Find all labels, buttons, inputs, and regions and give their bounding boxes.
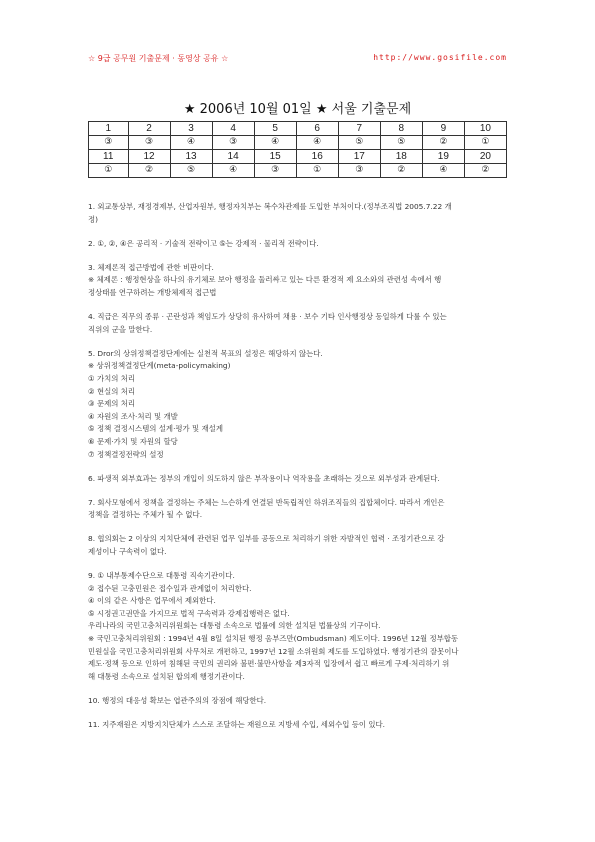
question-number-cell: 5 xyxy=(254,122,296,136)
header-left-text: ☆ 9급 공무원 기출문제 · 동영상 공유 ☆ xyxy=(88,54,229,63)
explanation-line: ② 현실의 처리 xyxy=(88,386,136,396)
explanation-line: ⑦ 정책결정전략의 설정 xyxy=(88,449,164,459)
explanation-line: ② 접수된 고충민원은 접수일과 관계없이 처리한다. xyxy=(88,583,252,593)
question-number-cell: 7 xyxy=(338,122,380,136)
question-number-cell: 15 xyxy=(254,150,296,164)
explanation-line: 2. ①, ②, ④은 공리적 · 기술적 전략이고 ⑤는 강제적 · 물리적 전략이다. xyxy=(88,238,319,248)
answer-table-row xyxy=(89,150,507,164)
answer-cell: ④ xyxy=(170,136,212,150)
answer-cell: ② xyxy=(128,164,170,178)
answer-cell: ② xyxy=(422,136,464,150)
page-title: ★ 2006년 10월 01일 ★ 서울 기출문제 xyxy=(183,102,412,117)
answer-cell: ② xyxy=(380,164,422,178)
explanation-3 xyxy=(88,262,512,300)
explanation-7 xyxy=(88,497,512,522)
explanation-line: 4. 직급은 직무의 종류 · 곤란성과 책임도가 상당히 유사하여 채용 · 보수 기타 인사행정상 동일하게 다룰 수 있는 xyxy=(88,312,447,322)
explanation-line: 직위의 군을 말한다. xyxy=(88,324,153,334)
question-number-cell: 18 xyxy=(380,150,422,164)
question-number-cell: 16 xyxy=(296,150,338,164)
answer-cell: ④ xyxy=(296,136,338,150)
explanation-line: 제성이나 구속력이 없다. xyxy=(88,546,167,556)
explanation-line: 11. 지주재원은 지방지치단체가 스스로 조달하는 재원으로 지방세 수입, 세외수입 등이 있다. xyxy=(88,720,385,729)
explanations-body xyxy=(88,201,512,732)
question-number-cell: 6 xyxy=(296,122,338,136)
question-number-cell: 17 xyxy=(338,150,380,164)
explanation-5 xyxy=(88,348,512,461)
answer-cell: ③ xyxy=(338,164,380,178)
explanation-line: 해 대통령 소속으로 설치된 합의제 행정기관이다. xyxy=(88,671,245,681)
answer-cell: ③ xyxy=(89,136,129,150)
explanation-line: ※ 국민고충처리위원회 : 1994년 4월 8일 설치된 행정 옴부즈만(Ombudsman) 제도이다. 1996년 12월 정부합동 xyxy=(88,634,459,644)
answer-table-row xyxy=(89,122,507,136)
explanation-line: ⑤ 시정권고권만을 가지므로 법적 구속력과 강제집행력은 없다. xyxy=(88,608,290,618)
answer-table-row xyxy=(89,136,507,150)
explanation-line: ⑥ 문제·가치 및 자원의 할당 xyxy=(88,436,178,446)
explanation-11 xyxy=(88,719,512,732)
explanation-line: ※ 상위정책결정단계(meta-policymaking) xyxy=(88,361,231,371)
explanation-line: ④ 자원의 조사·처리 및 개발 xyxy=(88,411,178,421)
question-number-cell: 3 xyxy=(170,122,212,136)
answer-cell: ③ xyxy=(254,164,296,178)
answer-table xyxy=(88,121,507,178)
explanation-line: 8. 협의회는 2 이상의 지치단체에 관련된 업무 일부를 공동으로 처리하기 위한 자발적인 협력 · 조정기관으로 강 xyxy=(88,534,445,544)
explanation-10 xyxy=(88,695,512,708)
answer-cell: ③ xyxy=(128,136,170,150)
explanation-line: 10. 행정의 대응성 확보는 엽관주의의 장점에 해당한다. xyxy=(88,695,267,705)
answer-cell: ⑤ xyxy=(338,136,380,150)
question-number-cell: 20 xyxy=(464,150,506,164)
explanation-line: 민원실을 국민고충처리위원회 사무처로 개편하고, 1997년 12월 소위원회 제도를 도입하였다. 행정기관의 잘못이나 xyxy=(88,646,459,656)
answer-cell: ④ xyxy=(422,164,464,178)
answer-cell: ② xyxy=(464,164,506,178)
question-number-cell: 12 xyxy=(128,150,170,164)
header-url-link[interactable]: http://www.gosifile.com xyxy=(373,53,507,62)
question-number-cell: 8 xyxy=(380,122,422,136)
explanation-line: ⑤ 정책 결정시스템의 설계·평가 및 재설계 xyxy=(88,424,223,434)
explanation-line: 제도·정책 등으로 인하여 침해된 국민의 권리와 불편·불만사항을 제3자적 입장에서 쉽고 빠르게 구제·처리하기 위 xyxy=(88,659,450,669)
question-number-cell: 2 xyxy=(128,122,170,136)
question-number-cell: 11 xyxy=(89,150,129,164)
question-number-cell: 19 xyxy=(422,150,464,164)
answer-cell: ④ xyxy=(254,136,296,150)
explanation-line: ④ 이의 같은 사항은 업무에서 제외한다. xyxy=(88,596,216,606)
answer-cell: ③ xyxy=(212,136,254,150)
explanation-line: 우리나라의 국민고충처리위원회는 대통령 소속으로 법률에 의한 설치된 법률상의 기구이다. xyxy=(88,621,381,631)
explanation-line: 정) xyxy=(88,214,99,224)
explanation-1 xyxy=(88,201,512,226)
question-number-cell: 1 xyxy=(89,122,129,136)
explanation-line: 3. 체제론적 접근방법에 관한 비판이다. xyxy=(88,262,214,272)
question-number-cell: 13 xyxy=(170,150,212,164)
explanation-line: 7. 회사모형에서 정책을 결정하는 주체는 느슨하게 연결된 반독립적인 하위조직들의 집합체이다. 따라서 개인은 xyxy=(88,497,445,507)
explanation-line: 1. 외교통상부, 재정경제부, 산업자원부, 행정자치부는 복수차관제를 도입한 부처이다.(정부조직법 2005.7.22 개 xyxy=(88,202,452,211)
answer-cell: ① xyxy=(89,164,129,178)
answer-cell: ⑤ xyxy=(170,164,212,178)
answer-table-row xyxy=(89,164,507,178)
explanation-2 xyxy=(88,238,512,251)
answer-cell: ① xyxy=(296,164,338,178)
explanation-9 xyxy=(88,570,512,683)
explanation-line: 6. 파생적 외부효과는 정부의 개입이 의도하지 않은 부작용이나 역작용을 초래하는 것으로 외부성과 관계된다. xyxy=(88,473,440,483)
answer-cell: ⑤ xyxy=(380,136,422,150)
explanation-8 xyxy=(88,533,512,558)
answer-cell: ① xyxy=(464,136,506,150)
question-number-cell: 14 xyxy=(212,150,254,164)
question-number-cell: 10 xyxy=(464,122,506,136)
explanation-line: ③ 문제의 처리 xyxy=(88,399,136,409)
answer-cell: ④ xyxy=(212,164,254,178)
question-number-cell: 9 xyxy=(422,122,464,136)
explanation-line: 9. ① 내부통제수단으로 대통령 직속기관이다. xyxy=(88,571,235,581)
explanation-line: 정상태를 연구하려는 개방체제적 접근법 xyxy=(88,287,217,297)
explanation-6 xyxy=(88,473,512,486)
explanation-line: 정책을 결정하는 주체가 될 수 없다. xyxy=(88,510,203,520)
explanation-line: ① 가치의 처리 xyxy=(88,373,136,383)
explanation-line: 5. Dror의 상위정책결정단계에는 실천적 목표의 설정은 해당하지 않는다. xyxy=(88,348,323,358)
explanation-line: ※ 체제론 : 행정현상을 하나의 유기체로 보아 행정을 둘러싸고 있는 다른 환경적 제 요소와의 관련성 속에서 행 xyxy=(88,275,442,285)
question-number-cell: 4 xyxy=(212,122,254,136)
explanation-4 xyxy=(88,311,512,336)
